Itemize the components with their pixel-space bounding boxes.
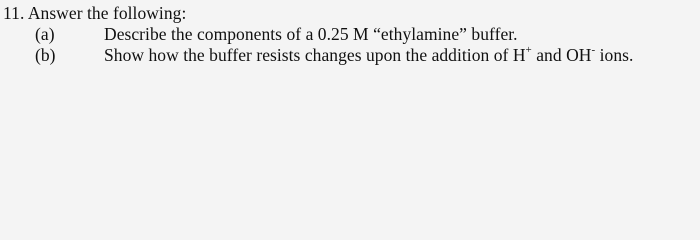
part-a-label: (a) xyxy=(35,24,55,44)
part-b-text-middle: and OH xyxy=(531,45,592,65)
question-block xyxy=(3,2,695,74)
part-b-text-end: ions. xyxy=(595,45,634,65)
part-b-label: (b) xyxy=(35,45,56,65)
part-a-text: Describe the components of a 0.25 M “ethylamine” buffer. xyxy=(104,24,518,44)
part-b-text xyxy=(104,45,633,65)
hydroxide-ion-charge: - xyxy=(591,44,596,57)
question-heading: 11. Answer the following: xyxy=(3,3,187,23)
hydrogen-ion-charge: + xyxy=(525,44,532,57)
part-b-text-start: Show how the buffer resists changes upon the addition of H xyxy=(104,45,526,65)
